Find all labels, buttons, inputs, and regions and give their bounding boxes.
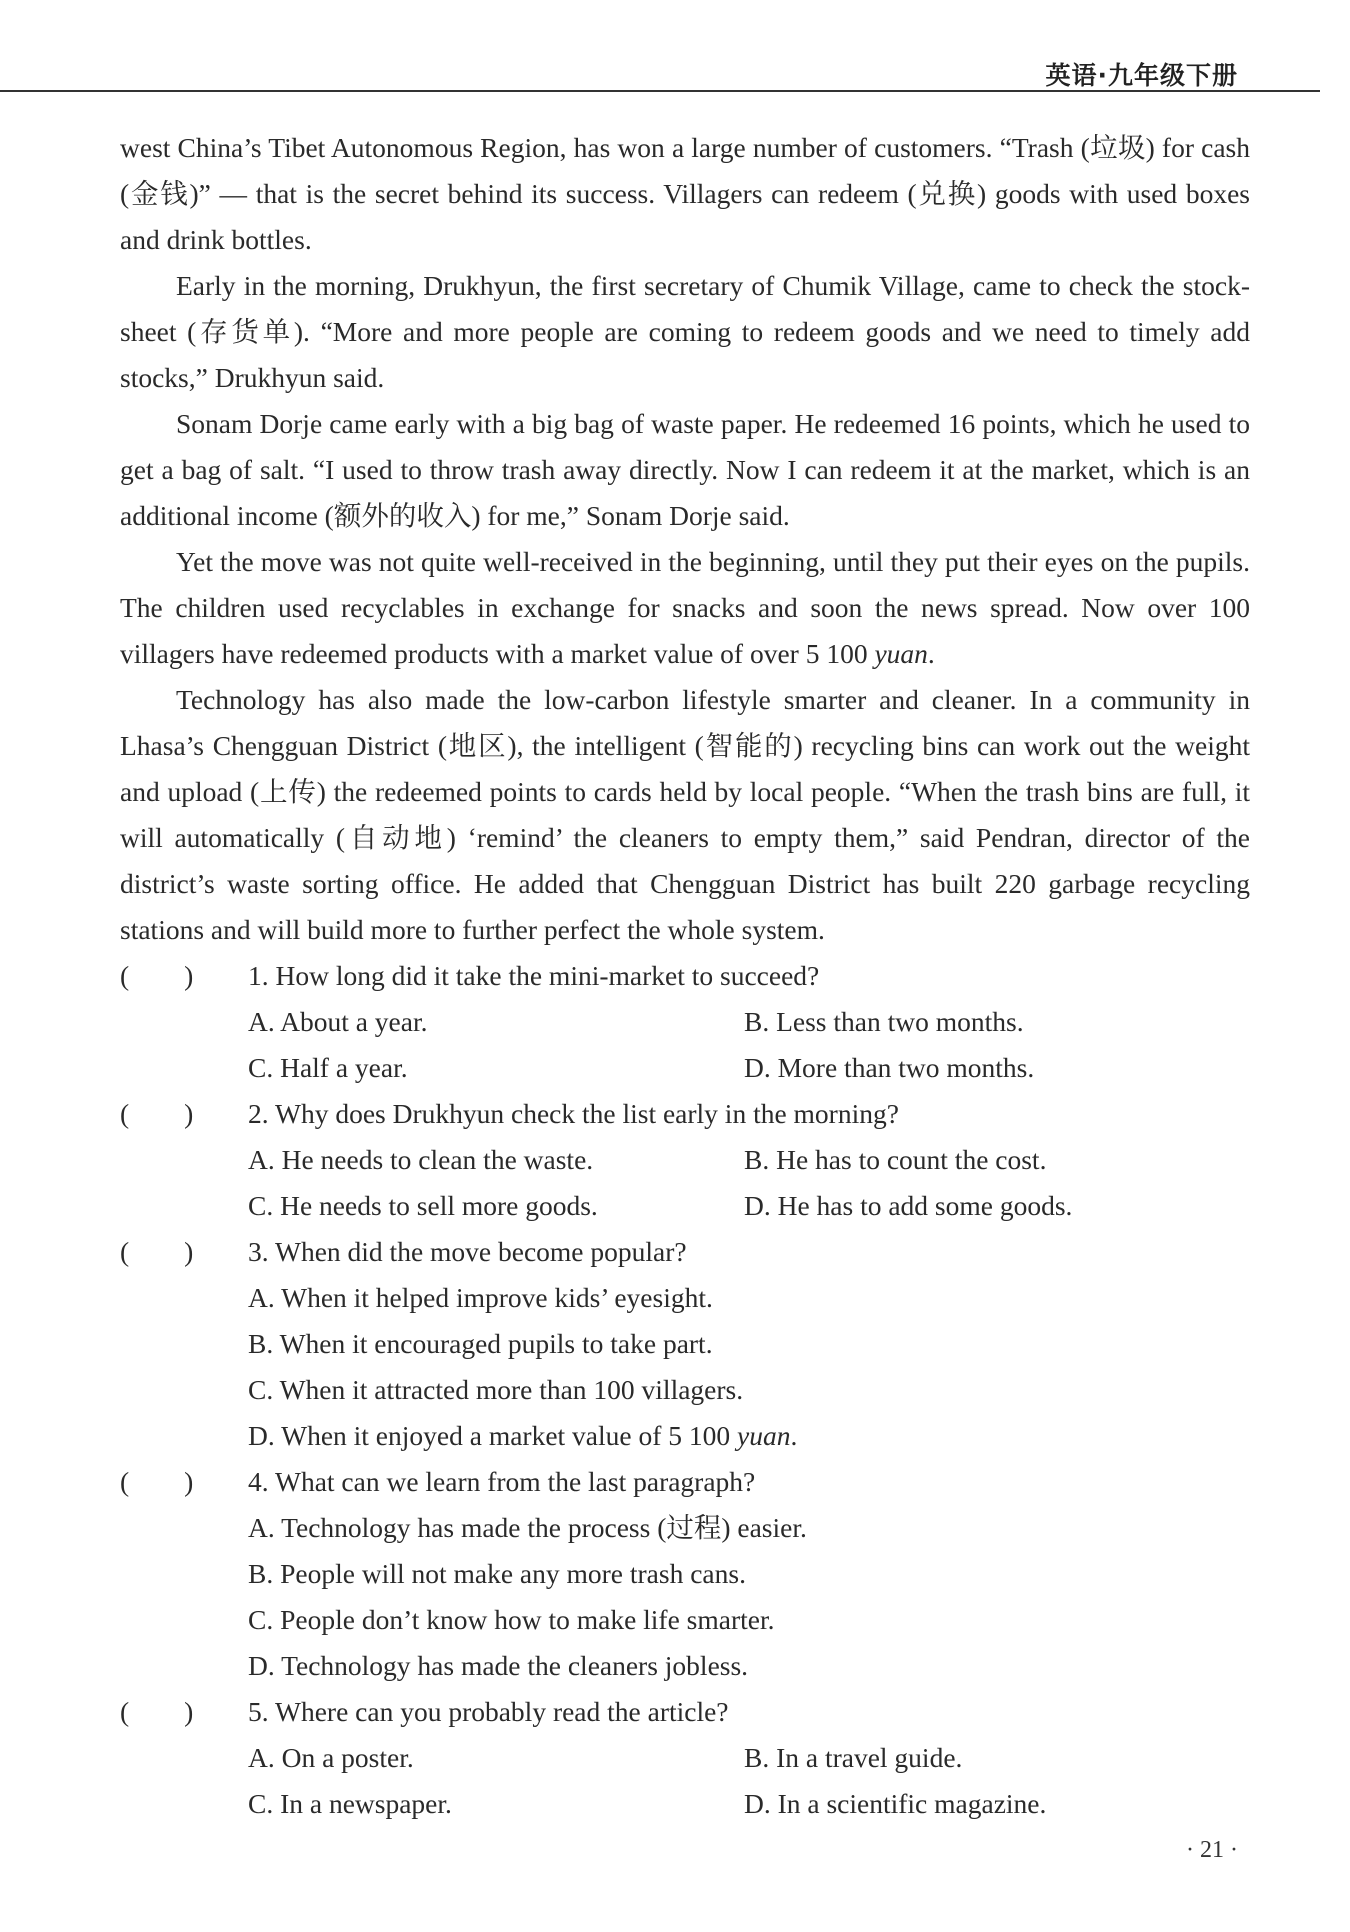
option-c: C. When it attracted more than 100 villagers. (248, 1374, 744, 1405)
question-stem: 5. Where can you probably read the article? (248, 1696, 729, 1727)
option-c: C. He needs to sell more goods. (248, 1190, 598, 1221)
option-a: A. About a year. (248, 1006, 428, 1037)
book-title: 英语·九年级下册 (1045, 61, 1238, 90)
question-2 (120, 1091, 1250, 1229)
question-3 (120, 1229, 1250, 1459)
question-stem: 4. What can we learn from the last paragraph? (248, 1466, 756, 1497)
option-b: B. He has to count the cost. (744, 1144, 1047, 1175)
option-d: D. Technology has made the cleaners jobless. (248, 1650, 749, 1681)
option-c: C. Half a year. (248, 1052, 408, 1083)
option-c: C. People don’t know how to make life smarter. (248, 1604, 775, 1635)
answer-bracket[interactable]: ( ) (120, 1098, 194, 1129)
paragraph-4-end: . (927, 638, 935, 669)
passage-paragraph-1: west China’s Tibet Autonomous Region, has won a large number of customers. “Trash (垃圾) for cash (金钱)” — that is the secret behind its success. Villagers can redeem (兑换) goods with used boxes and drink bottles. (120, 132, 1250, 255)
page-number: · 21 · (1186, 1837, 1238, 1863)
question-4 (120, 1459, 1250, 1689)
option-a: A. When it helped improve kids’ eyesight. (248, 1282, 713, 1313)
answer-bracket[interactable]: ( ) (120, 960, 194, 991)
option-b: B. People will not make any more trash cans. (248, 1558, 746, 1589)
option-d: D. More than two months. (744, 1052, 1035, 1083)
passage-paragraph-4 (120, 539, 1250, 677)
answer-bracket[interactable]: ( ) (120, 1466, 194, 1497)
option-b: B. When it encouraged pupils to take part. (248, 1328, 713, 1359)
question-1 (120, 953, 1250, 1091)
option-d-end: . (790, 1420, 798, 1451)
option-d-yuan: yuan (737, 1420, 791, 1451)
paragraph-4-text: Yet the move was not quite well-received in the beginning, until they put their eyes on the pupils. The children used recyclables in exchange for snacks and soon the news spread. Now over 100 villagers have redeemed products with a market value of over 5 100 (120, 546, 1250, 669)
page-header (0, 50, 1350, 94)
paragraph-4-yuan: yuan (874, 638, 928, 669)
option-d: D. In a scientific magazine. (744, 1788, 1047, 1819)
answer-bracket[interactable]: ( ) (120, 1696, 194, 1727)
option-b: B. In a travel guide. (744, 1742, 963, 1773)
passage-paragraph-2: Early in the morning, Drukhyun, the first secretary of Chumik Village, came to check the stock-sheet (存货单). “More and more people are coming to redeem goods and we need to timely add stocks,” Drukhyun said. (120, 270, 1250, 393)
question-stem: 1. How long did it take the mini-market to succeed? (248, 960, 820, 991)
answer-bracket[interactable]: ( ) (120, 1236, 194, 1267)
passage-paragraph-3: Sonam Dorje came early with a big bag of waste paper. He redeemed 16 points, which he used to get a bag of salt. “I used to throw trash away directly. Now I can redeem it at the market, which is an additional income (额外的收入) for me,” Sonam Dorje said. (120, 408, 1250, 531)
option-a: A. On a poster. (248, 1742, 414, 1773)
option-b: B. Less than two months. (744, 1006, 1024, 1037)
option-d (248, 1413, 1250, 1459)
option-c: C. In a newspaper. (248, 1788, 452, 1819)
option-d-text: D. When it enjoyed a market value of 5 100 (248, 1420, 737, 1451)
option-d: D. He has to add some goods. (744, 1190, 1073, 1221)
header-rule (0, 90, 1320, 92)
option-a: A. Technology has made the process (过程) easier. (248, 1512, 807, 1543)
passage-paragraph-5: Technology has also made the low-carbon lifestyle smarter and cleaner. In a community in Lhasa’s Chengguan District (地区), the intelligent (智能的) recycling bins can work out the weight and upload (上传) the redeemed points to cards held by local people. “When the trash bins are full, it will automatically (自动地) ‘remind’ the cleaners to empty them,” said Pendran, director of the district’s waste sorting office. He added that Chengguan District has built 220 garbage recycling stations and will build more to further perfect the whole system. (120, 684, 1250, 945)
page-content (120, 125, 1250, 1827)
option-a: A. He needs to clean the waste. (248, 1144, 594, 1175)
question-stem: 3. When did the move become popular? (248, 1236, 687, 1267)
question-5 (120, 1689, 1250, 1827)
question-stem: 2. Why does Drukhyun check the list early in the morning? (248, 1098, 899, 1129)
